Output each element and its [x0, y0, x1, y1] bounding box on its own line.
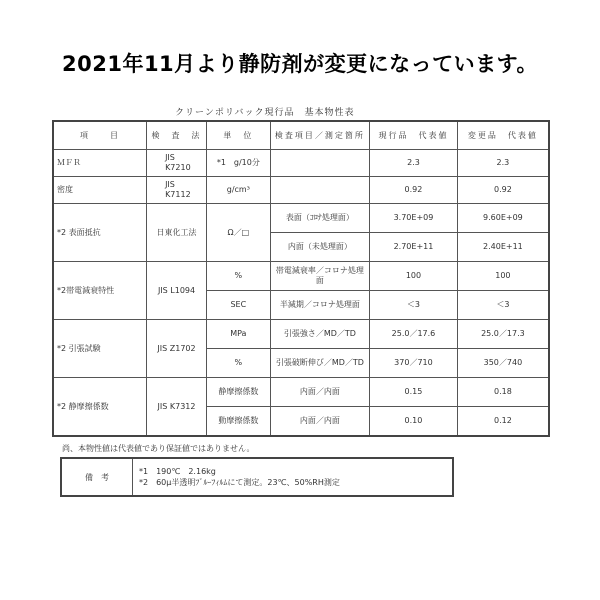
current-value: 0.92 [370, 177, 458, 204]
table-row [53, 204, 549, 233]
item-label: 密度 [53, 177, 147, 204]
document-title: クリーンポリバック現行品 基本物性表 [175, 108, 355, 118]
changed-value: ＜3 [457, 291, 549, 320]
changed-value: 2.3 [457, 150, 549, 177]
changed-value: 25.0／17.3 [457, 320, 549, 349]
point-value: 内面／内面 [270, 407, 369, 437]
header-current: 現行品 代表値 [370, 121, 458, 150]
changed-value: 9.60E+09 [457, 204, 549, 233]
method-value: JIS K7210 [147, 150, 207, 177]
point-value [270, 177, 369, 204]
changed-value: 350／740 [457, 349, 549, 378]
unit-value: % [206, 262, 270, 291]
current-value: 0.10 [370, 407, 458, 437]
point-value: 内面（未処理面） [270, 233, 369, 262]
item-label: *2 表面抵抗 [53, 204, 147, 262]
table-row [53, 177, 549, 204]
item-label: *2 引張試験 [53, 320, 147, 378]
current-value: 0.15 [370, 378, 458, 407]
table-row [53, 150, 549, 177]
current-value: 2.70E+11 [370, 233, 458, 262]
table-header-row [53, 121, 549, 150]
current-value: 3.70E+09 [370, 204, 458, 233]
remarks-line-2: *2 60μ半透明ﾌﾞﾙｰﾌｨﾙﾑにて測定。23℃、50%RH測定 [139, 478, 340, 487]
table-row [53, 262, 549, 291]
changed-value: 0.18 [457, 378, 549, 407]
point-value: 引張強さ／MD／TD [270, 320, 369, 349]
current-value: 370／710 [370, 349, 458, 378]
table-row [53, 378, 549, 407]
table-row [53, 320, 549, 349]
header-item: 項 目 [53, 121, 147, 150]
point-value: 表面（ｺﾛﾅ処理面） [270, 204, 369, 233]
method-value: JIS K7312 [147, 378, 207, 437]
remarks-table [60, 457, 454, 497]
current-value: 25.0／17.6 [370, 320, 458, 349]
unit-value: % [206, 349, 270, 378]
current-value: 2.3 [370, 150, 458, 177]
method-value: 日東化工法 [147, 204, 207, 262]
unit-value: Ω／□ [206, 204, 270, 262]
point-value: 引張破断伸び／MD／TD [270, 349, 369, 378]
method-value: JIS K7112 [147, 177, 207, 204]
unit-value: 静摩擦係数 [206, 378, 270, 407]
current-value: 100 [370, 262, 458, 291]
unit-value: SEC [206, 291, 270, 320]
item-label: ＭＦＲ [53, 150, 147, 177]
unit-value: 動摩擦係数 [206, 407, 270, 437]
changed-value: 2.40E+11 [457, 233, 549, 262]
header-method: 検 査 法 [147, 121, 207, 150]
changed-value: 0.12 [457, 407, 549, 437]
point-value [270, 150, 369, 177]
changed-value: 100 [457, 262, 549, 291]
properties-table [52, 120, 550, 437]
header-unit: 単 位 [206, 121, 270, 150]
point-value: 帯電減衰率／コロナ処理面 [270, 262, 369, 291]
unit-value: *1 g/10分 [206, 150, 270, 177]
changed-value: 0.92 [457, 177, 549, 204]
header-point: 検査項目／測定箇所 [270, 121, 369, 150]
page-headline: 2021年11月より静防剤が変更になっています。 [62, 52, 538, 76]
method-value: JIS Z1702 [147, 320, 207, 378]
method-value: JIS L1094 [147, 262, 207, 320]
header-changed: 変更品 代表値 [457, 121, 549, 150]
remarks-content [133, 458, 454, 496]
remarks-line-1: *1 190℃ 2.16kg [139, 466, 216, 476]
unit-value: g/cm³ [206, 177, 270, 204]
item-label: *2 静摩擦係数 [53, 378, 147, 437]
item-label: *2帯電減衰特性 [53, 262, 147, 320]
current-value: ＜3 [370, 291, 458, 320]
point-value: 半減期／コロナ処理面 [270, 291, 369, 320]
disclaimer-note: 尚、本物性値は代表値であり保証値ではありません。 [62, 444, 255, 453]
point-value: 内面／内面 [270, 378, 369, 407]
remarks-label: 備 考 [61, 458, 133, 496]
unit-value: MPa [206, 320, 270, 349]
